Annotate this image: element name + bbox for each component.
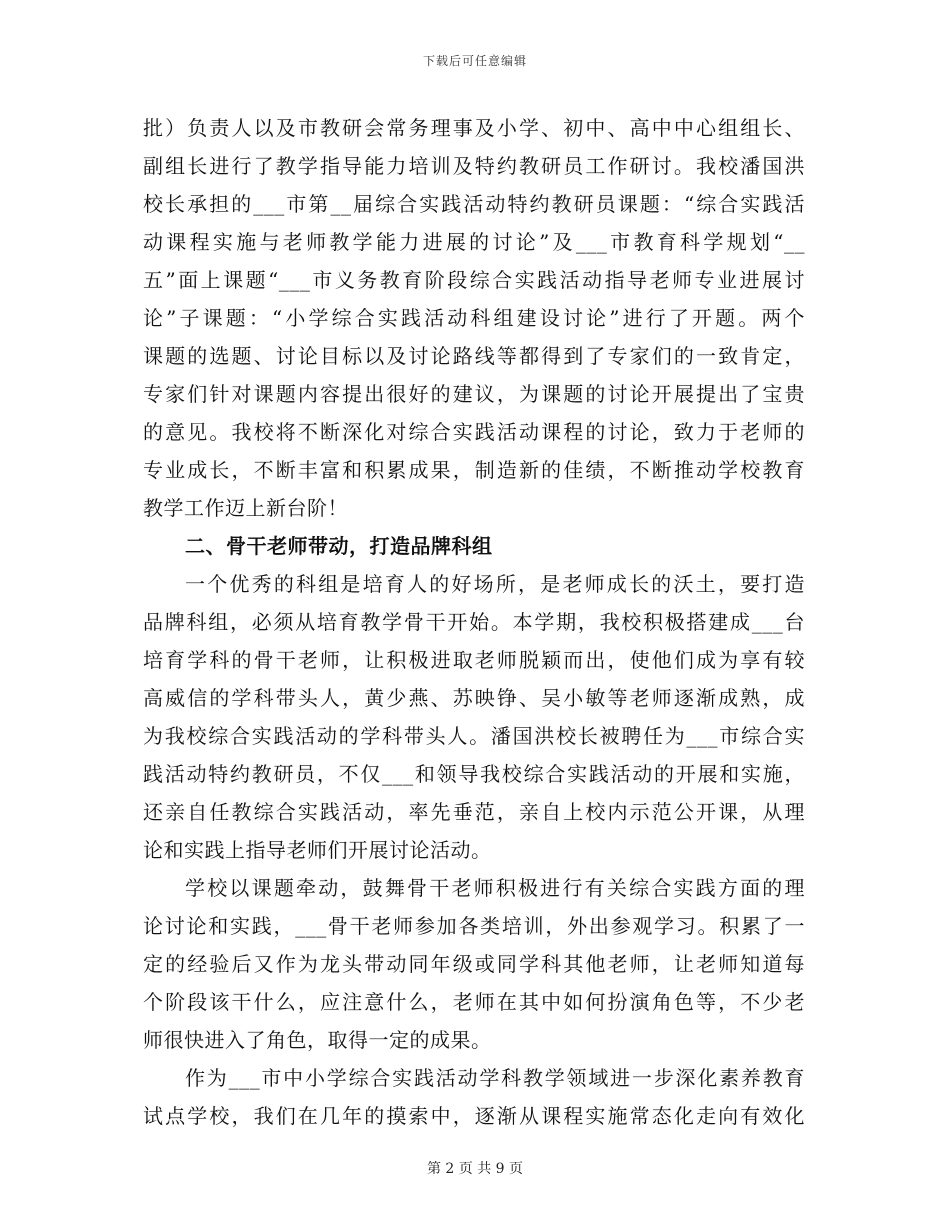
section-heading: 二、骨干老师带动，打造品牌科组 (185, 534, 493, 558)
paragraph-line: 定的经验后又作为龙头带动同年级或同学科其他老师，让老师知道每 (143, 952, 805, 976)
paragraph-line: 高威信的学科带头人，黄少燕、苏映铮、吴小敏等老师逐渐成熟，成 (143, 686, 805, 710)
paragraph-line: 的意见。我校将不断深化对综合实践活动课程的讨论，致力于老师的 (143, 420, 805, 444)
paragraph-line: 校长承担的___市第__届综合实践活动特约教研员课题：“综合实践活 (143, 192, 805, 216)
paragraph-line: 师很快进入了角色，取得一定的成果。 (143, 1028, 492, 1052)
paragraph-line: 一个优秀的科组是培育人的好场所，是老师成长的沃土，要打造 (185, 572, 805, 596)
paragraph-line: 专家们针对课题内容提出很好的建议，为课题的讨论开展提出了宝贵 (143, 382, 805, 406)
page-header-note: 下载后可任意编辑 (422, 54, 527, 68)
paragraph-line: 课题的选题、讨论目标以及讨论路线等都得到了专家们的一致肯定， (143, 344, 805, 368)
paragraph-line: 践活动特约教研员，不仅___和领导我校综合实践活动的开展和实施， (143, 762, 805, 786)
paragraph-line: 培育学科的骨干老师，让积极进取老师脱颖而出，使他们成为享有较 (143, 648, 805, 672)
paragraph-line: 论”子课题：“小学综合实践活动科组建设讨论”进行了开题。两个 (143, 306, 805, 330)
paragraph-line: 论讨论和实践，___骨干老师参加各类培训，外出参观学习。积累了一 (143, 914, 805, 938)
paragraph-line: 动课程实施与老师教学能力进展的讨论”及___市教育科学规划“__ (143, 230, 805, 254)
paragraph-line: 品牌科组，必须从培育教学骨干开始。本学期，我校积极搭建成___台 (143, 610, 805, 634)
paragraph-line: 个阶段该干什么，应注意什么，老师在其中如何扮演角色等，不少老 (143, 990, 805, 1014)
paragraph-line: 为我校综合实践活动的学科带头人。潘国洪校长被聘任为___市综合实 (143, 724, 805, 748)
paragraph-line: 五”面上课题“___市义务教育阶段综合实践活动指导老师专业进展讨 (143, 268, 805, 292)
paragraph-line: 教学工作迈上新台阶！ (143, 496, 348, 520)
paragraph-line: 学校以课题牵动，鼓舞骨干老师积极进行有关综合实践方面的理 (185, 876, 805, 900)
paragraph-line: 专业成长，不断丰富和积累成果，制造新的佳绩，不断推动学校教育 (143, 458, 805, 482)
paragraph-line: 批）负责人以及市教研会常务理事及小学、初中、高中中心组组长、 (143, 116, 805, 140)
document-body (143, 109, 805, 1135)
paragraph-line: 试点学校，我们在几年的摸索中，逐渐从课程实施常态化走向有效化 (143, 1104, 805, 1128)
page-number: 第 2 页 共 9 页 (426, 1161, 524, 1177)
paragraph-line: 还亲自任教综合实践活动，率先垂范，亲自上校内示范公开课，从理 (143, 800, 805, 824)
paragraph-line: 论和实践上指导老师们开展讨论活动。 (143, 838, 492, 862)
paragraph-line: 作为___市中小学综合实践活动学科教学领域进一步深化素养教育 (185, 1066, 805, 1090)
paragraph-line: 副组长进行了教学指导能力培训及特约教研员工作研讨。我校潘国洪 (143, 154, 805, 178)
